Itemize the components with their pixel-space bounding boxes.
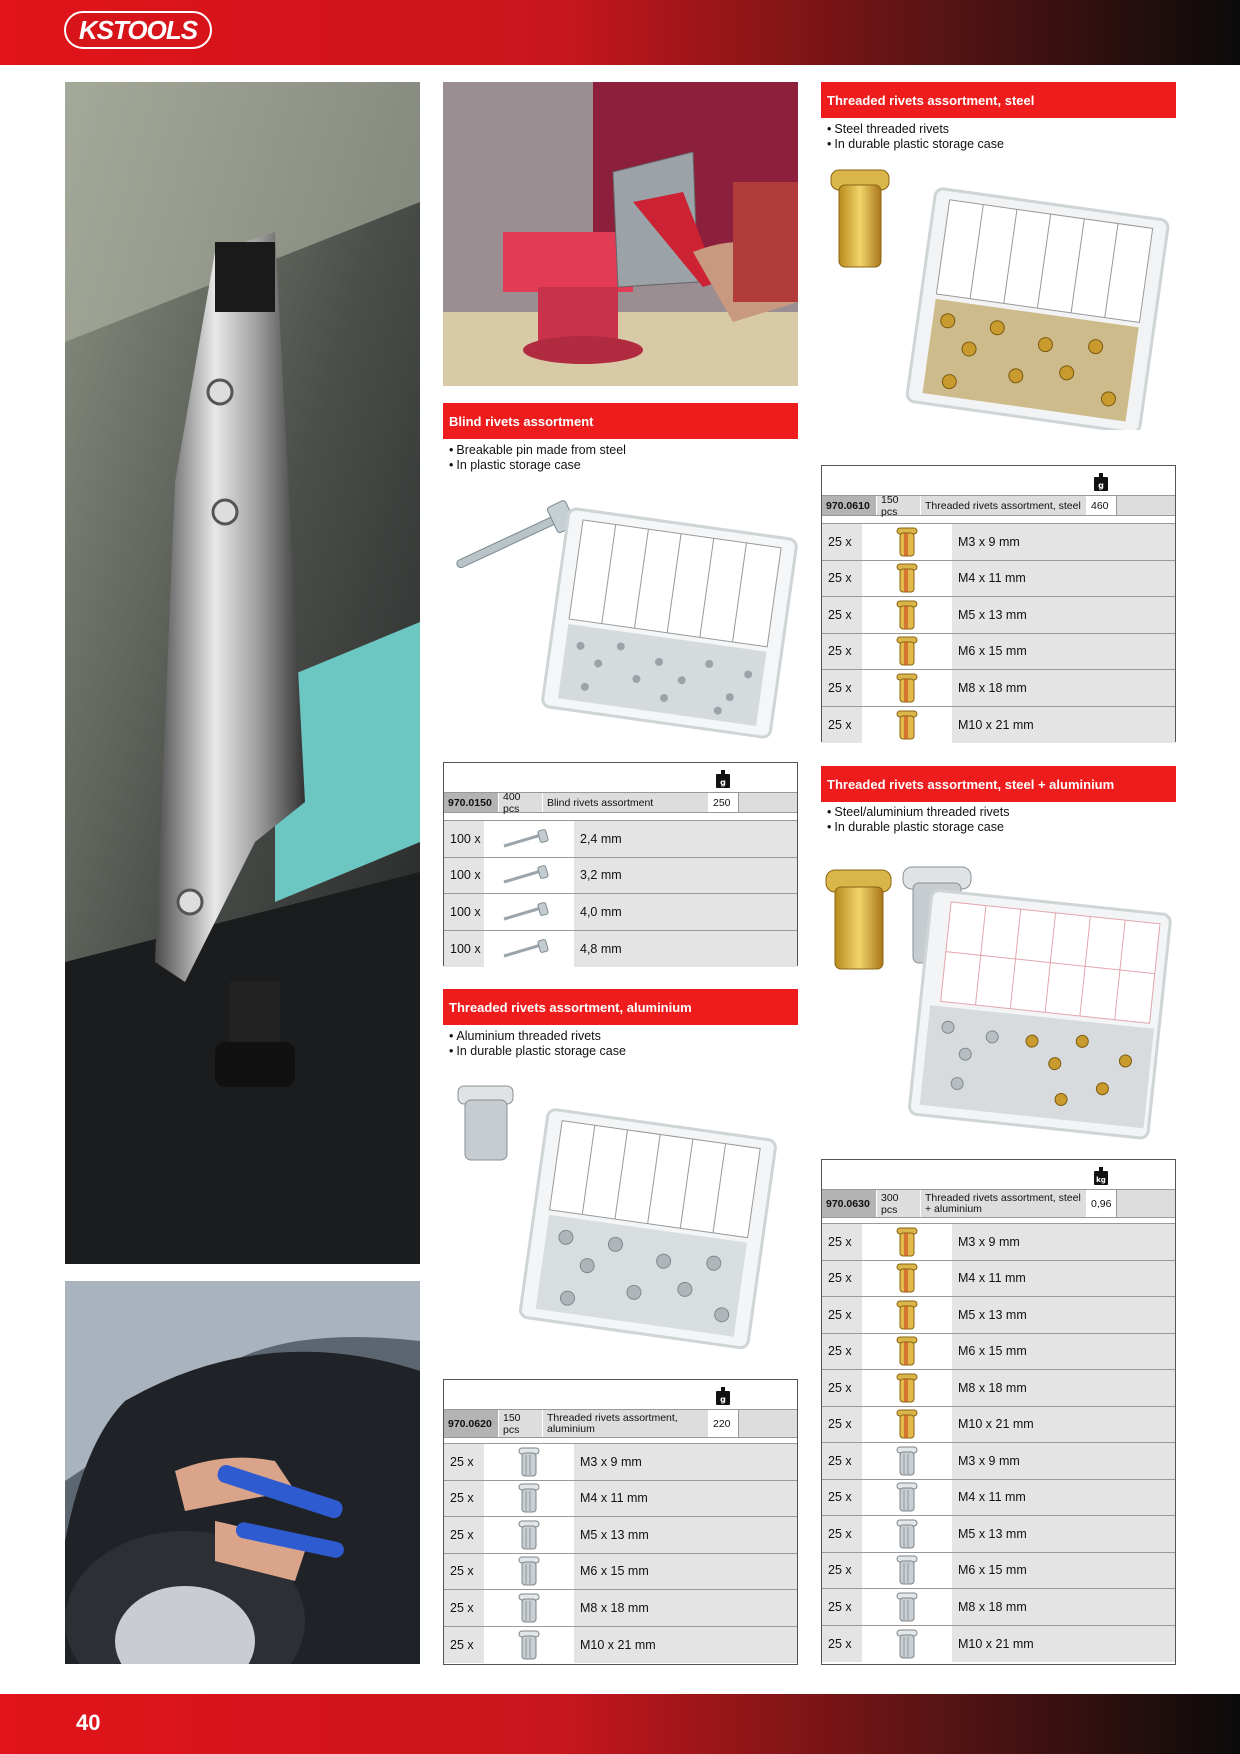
rivet-icon: [862, 1224, 952, 1260]
size-cell: M8 x 18 mm: [958, 680, 1027, 695]
size-cell: M3 x 9 mm: [958, 534, 1020, 549]
footer-band: [0, 1694, 1240, 1754]
quantity-cell: 25 x: [828, 1636, 852, 1651]
weight-icon: [715, 770, 731, 788]
bullet-item: • Steel/aluminium threaded rivets: [827, 805, 1009, 820]
table-row: [822, 634, 1175, 671]
product-weight: 250: [709, 793, 739, 812]
rivet-icon: [862, 1516, 952, 1552]
size-cell: M5 x 13 mm: [580, 1527, 649, 1542]
rivet-icon: [484, 1481, 574, 1517]
table-row: [822, 1261, 1175, 1298]
weight-icon: [1093, 1167, 1109, 1185]
piece-count: 150 pcs: [499, 1410, 543, 1437]
table-row: [822, 524, 1175, 561]
size-cell: M8 x 18 mm: [958, 1380, 1027, 1395]
rows-steel-aluminium-rivets: [822, 1224, 1175, 1662]
rivet-icon: [484, 858, 574, 894]
table-row: [444, 1517, 797, 1554]
size-cell: M3 x 9 mm: [958, 1453, 1020, 1468]
svg-text:g: g: [720, 778, 726, 787]
product-info-row: [822, 1190, 1175, 1218]
quantity-cell: 25 x: [828, 1380, 852, 1395]
product-description: Threaded rivets assortment, steel: [921, 496, 1087, 515]
bullet-item: • Aluminium threaded rivets: [449, 1029, 626, 1044]
table-row: [444, 1444, 797, 1481]
article-number: 970.0620: [444, 1410, 499, 1437]
article-number: 970.0630: [822, 1190, 877, 1217]
piece-count: 150 pcs: [877, 496, 921, 515]
rivet-icon: [862, 1407, 952, 1443]
size-cell: M10 x 21 mm: [958, 717, 1034, 732]
table-row: [444, 931, 797, 968]
rivet-icon: [862, 597, 952, 633]
product-weight: 220: [709, 1410, 739, 1437]
quantity-cell: 25 x: [828, 1271, 852, 1286]
photo-riveting-wheel-arch: [65, 1281, 420, 1664]
section-title-blind-rivets: Blind rivets assortment: [443, 403, 798, 439]
table-row: [822, 1370, 1175, 1407]
product-description: Blind rivets assortment: [543, 793, 709, 812]
table-row: [822, 561, 1175, 598]
bullets-steel-aluminium-rivets: [827, 805, 1009, 835]
quantity-cell: 25 x: [450, 1527, 474, 1542]
bullet-item: • In durable plastic storage case: [449, 1044, 626, 1059]
size-cell: M4 x 11 mm: [958, 571, 1026, 586]
rows-blind-rivets: [444, 821, 797, 967]
rivet-icon: [484, 1444, 574, 1480]
product-description: Threaded rivets assortment, aluminium: [543, 1410, 709, 1437]
table-row: [822, 1297, 1175, 1334]
quantity-cell: 25 x: [828, 534, 852, 549]
table-row: [444, 858, 797, 895]
quantity-cell: 100 x: [450, 904, 481, 919]
table-row: [822, 597, 1175, 634]
piece-count: 400 pcs: [499, 793, 543, 812]
size-cell: 4,0 mm: [580, 904, 622, 919]
rivet-icon: [862, 634, 952, 670]
quantity-cell: 25 x: [828, 1526, 852, 1541]
table-row: [822, 1407, 1175, 1444]
bullets-steel-rivets: [827, 122, 1004, 152]
article-number: 970.0150: [444, 793, 499, 812]
rivet-icon: [862, 1297, 952, 1333]
rivet-icon: [862, 1626, 952, 1663]
size-cell: M8 x 18 mm: [580, 1600, 649, 1615]
table-row: [822, 1480, 1175, 1517]
size-cell: M4 x 11 mm: [958, 1490, 1026, 1505]
quantity-cell: 25 x: [450, 1454, 474, 1469]
quantity-cell: 25 x: [828, 1234, 852, 1249]
table-row: [444, 1554, 797, 1591]
size-cell: M10 x 21 mm: [958, 1636, 1034, 1651]
quantity-cell: 25 x: [450, 1600, 474, 1615]
table-aluminium-rivets: [443, 1379, 798, 1665]
rows-aluminium-rivets: [444, 1444, 797, 1663]
quantity-cell: 25 x: [828, 571, 852, 586]
rivet-icon: [484, 1627, 574, 1664]
product-info-row: [444, 1410, 797, 1438]
article-number: 970.0610: [822, 496, 877, 515]
table-row: [444, 894, 797, 931]
product-weight: 0,96: [1087, 1190, 1117, 1217]
rivet-icon: [862, 1553, 952, 1589]
svg-text:g: g: [720, 1395, 726, 1404]
product-weight: 460: [1087, 496, 1117, 515]
table-row: [822, 1553, 1175, 1590]
quantity-cell: 25 x: [828, 1307, 852, 1322]
size-cell: M4 x 11 mm: [580, 1491, 648, 1506]
product-info-row: [822, 493, 1175, 518]
weight-icon: [1093, 473, 1109, 491]
product-info-row: [444, 790, 797, 815]
bullet-item: • Breakable pin made from steel: [449, 443, 626, 458]
photo-rivet-pliers-car: [65, 82, 420, 1264]
quantity-cell: 25 x: [450, 1491, 474, 1506]
quantity-cell: 25 x: [828, 1490, 852, 1505]
rivet-icon: [862, 524, 952, 560]
table-row: [822, 1626, 1175, 1663]
quantity-cell: 25 x: [828, 1453, 852, 1468]
table-steel-aluminium-rivets: [821, 1159, 1176, 1665]
size-cell: 2,4 mm: [580, 831, 622, 846]
photo-vice-riveting: [443, 82, 798, 386]
kstools-logo: KSTOOLS: [64, 11, 212, 49]
size-cell: M10 x 21 mm: [958, 1417, 1034, 1432]
bullet-item: • In durable plastic storage case: [827, 820, 1009, 835]
quantity-cell: 25 x: [450, 1564, 474, 1579]
size-cell: M6 x 15 mm: [580, 1564, 649, 1579]
size-cell: M5 x 13 mm: [958, 1526, 1027, 1541]
blind-rivets-case-image: [443, 485, 798, 760]
table-row: [444, 1627, 797, 1664]
quantity-cell: 25 x: [828, 1563, 852, 1578]
rows-steel-rivets: [822, 524, 1175, 743]
table-blind-rivets: [443, 762, 798, 966]
rivet-icon: [862, 1443, 952, 1479]
bullet-item: • In plastic storage case: [449, 458, 626, 473]
page-number: 40: [76, 1710, 101, 1735]
quantity-cell: 100 x: [450, 941, 481, 956]
size-cell: 3,2 mm: [580, 868, 622, 883]
quantity-cell: 25 x: [828, 1344, 852, 1359]
rivet-icon: [862, 670, 952, 706]
size-cell: M10 x 21 mm: [580, 1637, 656, 1652]
table-row: [822, 670, 1175, 707]
size-cell: M6 x 15 mm: [958, 1563, 1027, 1578]
size-cell: M3 x 9 mm: [580, 1454, 642, 1469]
rivet-icon: [484, 1590, 574, 1626]
quantity-cell: 25 x: [450, 1637, 474, 1652]
size-cell: M6 x 15 mm: [958, 644, 1027, 659]
quantity-cell: 25 x: [828, 607, 852, 622]
rivet-icon: [862, 1480, 952, 1516]
weight-icon: [715, 1387, 731, 1405]
table-steel-rivets: [821, 465, 1176, 742]
table-row: [444, 821, 797, 858]
quantity-cell: 25 x: [828, 717, 852, 732]
rivet-icon: [862, 561, 952, 597]
rivet-icon: [484, 894, 574, 930]
rivet-icon: [862, 1589, 952, 1625]
steel-aluminium-rivets-case-image: [821, 855, 1176, 1145]
table-row: [444, 1481, 797, 1518]
rivet-icon: [484, 821, 574, 857]
bullet-item: • In durable plastic storage case: [827, 137, 1004, 152]
rivet-icon: [862, 1370, 952, 1406]
table-row: [444, 1590, 797, 1627]
size-cell: M8 x 18 mm: [958, 1599, 1027, 1614]
bullets-blind-rivets: [449, 443, 626, 473]
steel-rivets-case-image: [821, 165, 1176, 430]
table-row: [822, 707, 1175, 744]
quantity-cell: 100 x: [450, 831, 481, 846]
bullet-item: • Steel threaded rivets: [827, 122, 1004, 137]
aluminium-rivets-case-image: [443, 1078, 798, 1360]
size-cell: M6 x 15 mm: [958, 1344, 1027, 1359]
rivet-icon: [484, 1554, 574, 1590]
rivet-icon: [862, 1334, 952, 1370]
quantity-cell: 25 x: [828, 1599, 852, 1614]
product-description: Threaded rivets assortment, steel + aluminium: [921, 1190, 1087, 1217]
section-title-aluminium-rivets: Threaded rivets assortment, aluminium: [443, 989, 798, 1025]
bullets-aluminium-rivets: [449, 1029, 626, 1059]
size-cell: M4 x 11 mm: [958, 1271, 1026, 1286]
quantity-cell: 25 x: [828, 644, 852, 659]
table-row: [822, 1334, 1175, 1371]
rivet-icon: [862, 1261, 952, 1297]
size-cell: M5 x 13 mm: [958, 1307, 1027, 1322]
size-cell: M5 x 13 mm: [958, 607, 1027, 622]
section-title-steel-rivets: Threaded rivets assortment, steel: [821, 82, 1176, 118]
table-row: [822, 1516, 1175, 1553]
section-title-steel-aluminium-rivets: Threaded rivets assortment, steel + aluminium: [821, 766, 1176, 802]
svg-text:kg: kg: [1096, 1176, 1106, 1184]
piece-count: 300 pcs: [877, 1190, 921, 1217]
rivet-icon: [484, 1517, 574, 1553]
quantity-cell: 25 x: [828, 1417, 852, 1432]
table-row: [822, 1589, 1175, 1626]
quantity-cell: 25 x: [828, 680, 852, 695]
size-cell: 4,8 mm: [580, 941, 622, 956]
rivet-icon: [862, 707, 952, 744]
header-band: [0, 0, 1240, 65]
quantity-cell: 100 x: [450, 868, 481, 883]
table-row: [822, 1224, 1175, 1261]
size-cell: M3 x 9 mm: [958, 1234, 1020, 1249]
svg-text:g: g: [1098, 481, 1104, 490]
table-row: [822, 1443, 1175, 1480]
rivet-icon: [484, 931, 574, 968]
